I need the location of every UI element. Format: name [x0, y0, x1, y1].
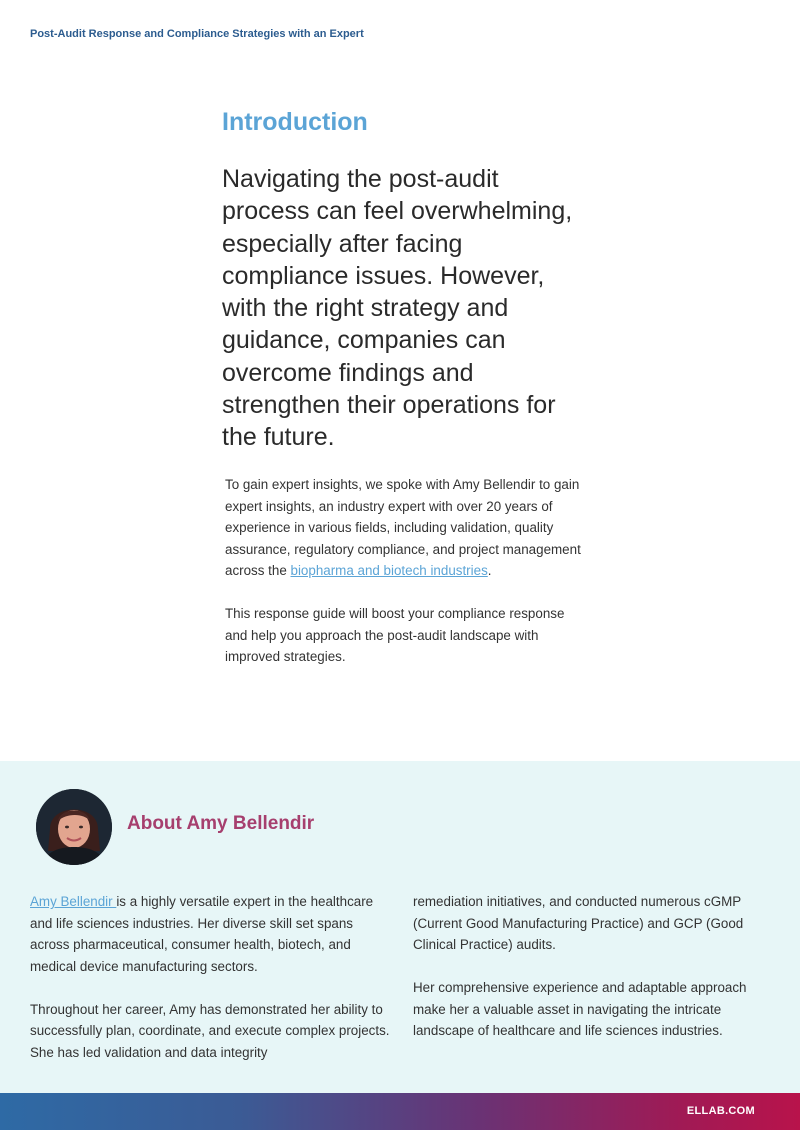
footer-bar: [0, 1093, 800, 1130]
intro-body: [225, 474, 587, 689]
intro-paragraph-1: [225, 474, 587, 582]
footer-site-link[interactable]: ELLAB.COM: [686, 1105, 755, 1117]
about-heading: About Amy Bellendir: [127, 813, 315, 834]
intro-section: [222, 108, 592, 454]
about-right-paragraph-1: remediation initiatives, and conducted numerous cGMP (Current Good Manufacturing Practice) and GCP (Good Clinical Practice) audits.: [413, 894, 744, 952]
intro-paragraph-1-end: .: [487, 563, 492, 578]
intro-lead: Navigating the post-audit process can feel overwhelming, especially after facing compliance issues. However, with the right strategy and guidance, companies can overcome findings and strengthen their operations for the future.: [222, 165, 573, 452]
amy-bellendir-link[interactable]: Amy Bellendir: [30, 894, 117, 909]
intro-paragraph-2: This response guide will boost your compliance response and help you approach the post-audit landscape with improved strategies.: [225, 606, 565, 664]
about-left-paragraph-1-text: is a highly versatile expert in the healthcare and life sciences industries. Her diverse skill set spans across pharmaceutical, consumer health, biotech, and medical device manufacturing sectors.: [30, 894, 374, 974]
about-left-paragraph-1: [30, 891, 390, 977]
biopharma-biotech-link[interactable]: biopharma and biotech industries: [290, 563, 488, 578]
avatar: [36, 789, 112, 865]
person-portrait-icon: [36, 789, 112, 865]
intro-heading: Introduction: [222, 108, 368, 136]
about-right-paragraph-2: Her comprehensive experience and adaptable approach make her a valuable asset in navigating the intricate landscape of healthcare and life sciences industries.: [413, 980, 747, 1038]
intro-paragraph-1-text: To gain expert insights, we spoke with Amy Bellendir to gain expert insights, an industry expert with over 20 years of experience in various fields, including validation, quality assurance, regulatory compliance, and project management across the: [225, 477, 581, 578]
about-band: [0, 761, 800, 1093]
running-header: Post-Audit Response and Compliance Strategies with an Expert: [30, 28, 364, 40]
about-column-left: [30, 891, 390, 1085]
about-column-right: [413, 891, 768, 1063]
about-left-paragraph-2: Throughout her career, Amy has demonstrated her ability to successfully plan, coordinate, and execute complex projects. She has led validation and data integrity: [30, 1001, 390, 1060]
